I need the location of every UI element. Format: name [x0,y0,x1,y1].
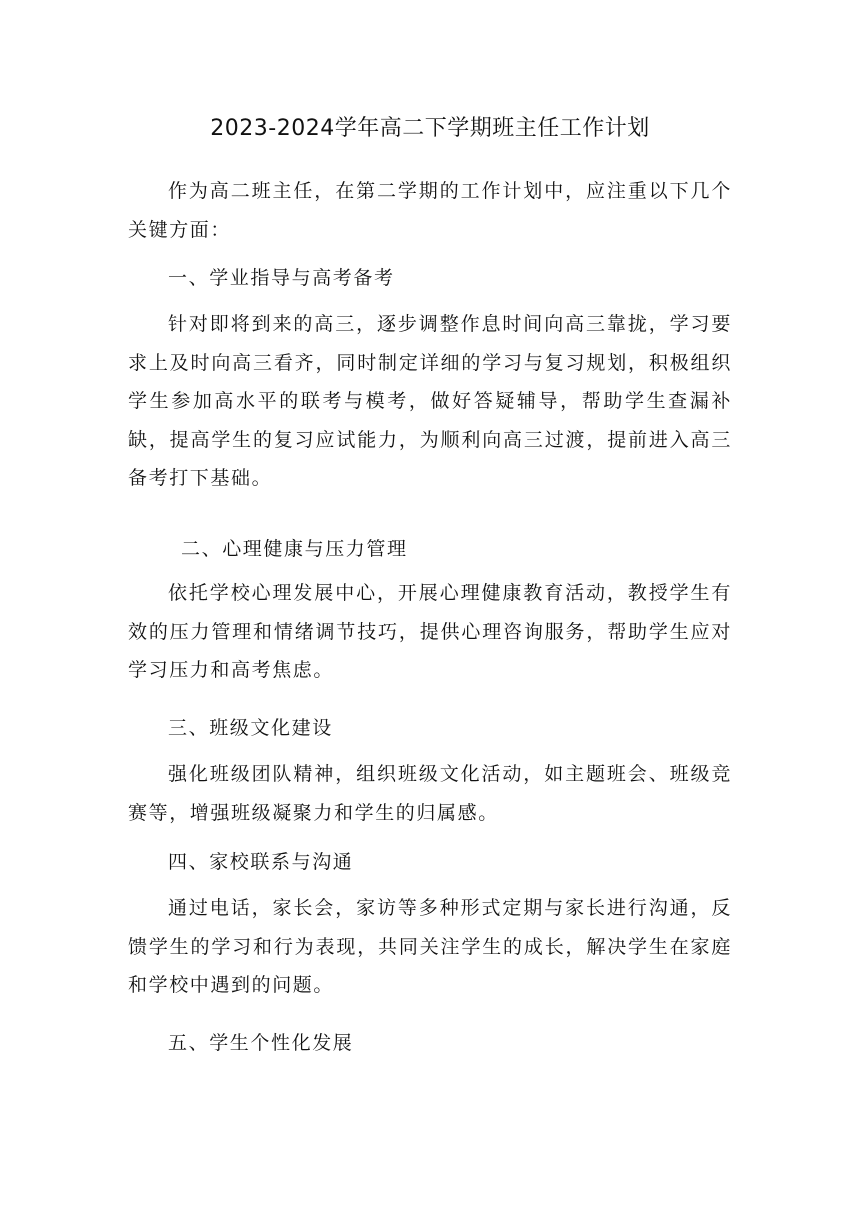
section-heading-2: 二、心理健康与压力管理 [181,538,408,560]
section-heading-1: 一、学业指导与高考备考 [168,267,395,289]
section-heading-3: 三、班级文化建设 [168,717,333,739]
intro-paragraph: 作为高二班主任，在第二学期的工作计划中，应注重以下几个关键方面： [128,180,732,241]
section-heading-4: 四、家校联系与沟通 [168,851,354,873]
section-body-3: 强化班级团队精神，组织班级文化活动，如主题班会、班级竞赛等，增强班级凝聚力和学生的归属感。 [128,763,732,824]
section-body-1: 针对即将到来的高三，逐步调整作息时间向高三靠拢，学习要求上及时向高三看齐，同时制定详细的学习与复习规划，积极组织学生参加高水平的联考与模考，做好答疑辅导，帮助学生查漏补缺，提高学生的复习应试能力，为顺利向高三过渡，提前进入高三备考打下基础。 [128,313,732,490]
document-title: 2023-2024学年高二下学期班主任工作计划 [210,116,650,141]
section-body-2: 依托学校心理发展中心，开展心理健康教育活动，教授学生有效的压力管理和情绪调节技巧，提供心理咨询服务，帮助学生应对学习压力和高考焦虑。 [128,582,732,682]
section-heading-5: 五、学生个性化发展 [168,1032,354,1054]
section-body-4: 通过电话，家长会，家访等多种形式定期与家长进行沟通，反馈学生的学习和行为表现，共同关注学生的成长，解决学生在家庭和学校中遇到的问题。 [128,897,732,997]
